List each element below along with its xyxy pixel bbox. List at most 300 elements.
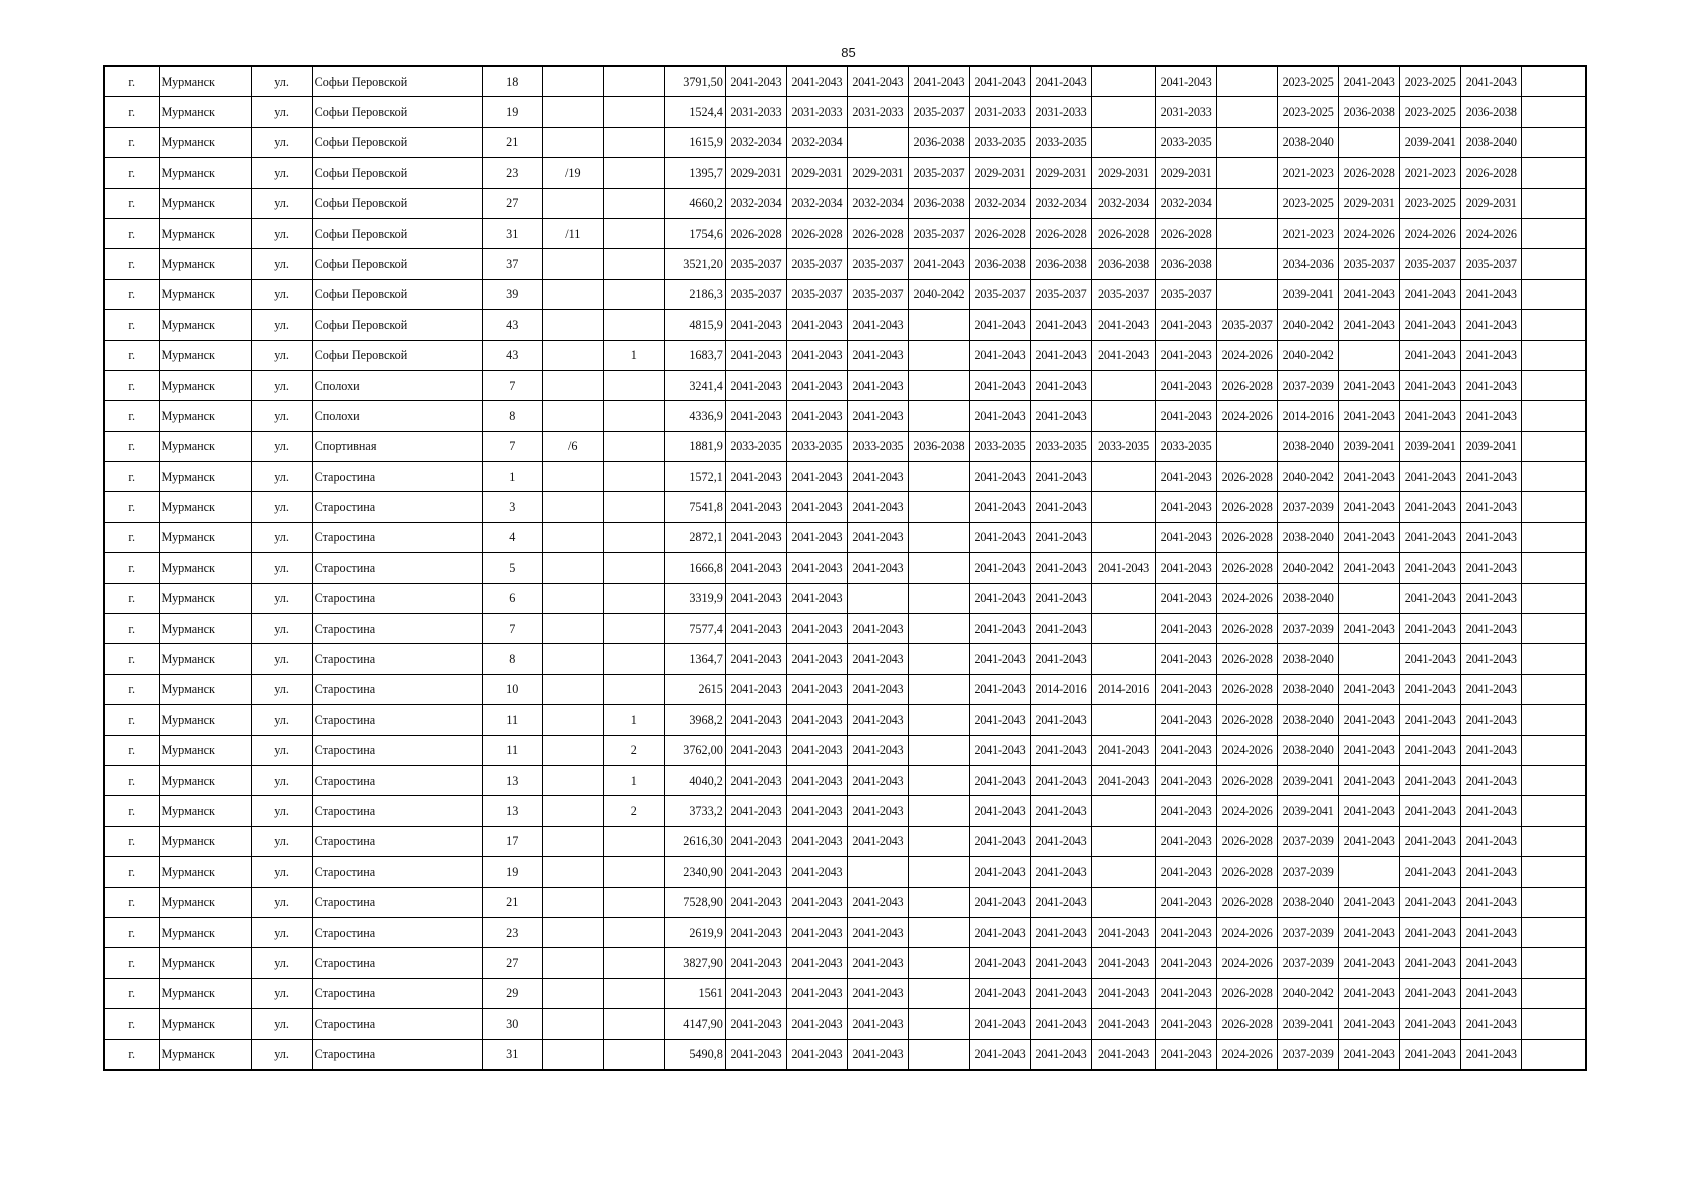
cell-fraction [542,796,603,826]
cell-p14 [1522,401,1586,431]
cell-street: Софьи Перовской [312,340,482,370]
cell-p8: 2029-2031 [1156,158,1217,188]
cell-p5: 2041-2043 [969,857,1030,887]
cell-city: Мурманск [159,614,251,644]
cell-house: 19 [482,857,542,887]
cell-p3: 2041-2043 [847,310,908,340]
cell-p14 [1522,887,1586,917]
cell-house: 3 [482,492,542,522]
cell-p7: 2035-2037 [1092,279,1156,309]
cell-p11: 2041-2043 [1339,614,1400,644]
cell-p13: 2041-2043 [1461,310,1522,340]
cell-street-type: ул. [251,97,312,127]
cell-house: 4 [482,522,542,552]
cell-p1: 2041-2043 [725,887,786,917]
cell-street: Софьи Перовской [312,279,482,309]
cell-p8: 2035-2037 [1156,279,1217,309]
cell-p7: 2041-2043 [1092,310,1156,340]
cell-p4 [908,1009,969,1039]
cell-city: Мурманск [159,97,251,127]
cell-street: Софьи Перовской [312,188,482,218]
cell-p5: 2041-2043 [969,1009,1030,1039]
cell-building [603,218,664,248]
cell-p11: 2029-2031 [1339,188,1400,218]
cell-p7 [1092,826,1156,856]
cell-city: Мурманск [159,948,251,978]
cell-p10: 2038-2040 [1278,644,1339,674]
cell-city: Мурманск [159,492,251,522]
cell-p1: 2041-2043 [725,462,786,492]
cell-p9 [1217,279,1278,309]
cell-p3: 2031-2033 [847,97,908,127]
cell-p13: 2041-2043 [1461,948,1522,978]
cell-p13: 2035-2037 [1461,249,1522,279]
cell-fraction [542,66,603,97]
cell-p6: 2041-2043 [1031,978,1092,1008]
cell-p4 [908,917,969,947]
cell-fraction [542,765,603,795]
cell-house: 31 [482,218,542,248]
cell-fraction [542,1009,603,1039]
cell-street: Софьи Перовской [312,97,482,127]
cell-p3 [847,127,908,157]
cell-p14 [1522,462,1586,492]
cell-p14 [1522,492,1586,522]
cell-p14 [1522,1039,1586,1070]
cell-p14 [1522,735,1586,765]
cell-p3: 2026-2028 [847,218,908,248]
cell-p3: 2041-2043 [847,553,908,583]
cell-p8: 2041-2043 [1156,644,1217,674]
cell-p8: 2031-2033 [1156,97,1217,127]
cell-p12: 2041-2043 [1400,644,1461,674]
cell-p11: 2041-2043 [1339,310,1400,340]
cell-area: 7528,90 [664,887,725,917]
cell-p1: 2041-2043 [725,310,786,340]
cell-p4 [908,583,969,613]
cell-building [603,370,664,400]
cell-p1: 2029-2031 [725,158,786,188]
cell-settlement-type: г. [104,340,159,370]
cell-p5: 2041-2043 [969,462,1030,492]
cell-p10: 2038-2040 [1278,431,1339,461]
cell-p14 [1522,279,1586,309]
cell-p6: 2041-2043 [1031,765,1092,795]
cell-p1: 2035-2037 [725,249,786,279]
cell-settlement-type: г. [104,583,159,613]
cell-area: 2619,9 [664,917,725,947]
cell-p12: 2041-2043 [1400,614,1461,644]
cell-p5: 2041-2043 [969,614,1030,644]
cell-settlement-type: г. [104,66,159,97]
cell-area: 3762,00 [664,735,725,765]
cell-p9: 2026-2028 [1217,674,1278,704]
cell-p3: 2041-2043 [847,644,908,674]
cell-p9: 2026-2028 [1217,553,1278,583]
cell-p7 [1092,583,1156,613]
cell-p7 [1092,614,1156,644]
cell-p5: 2041-2043 [969,370,1030,400]
cell-p14 [1522,127,1586,157]
cell-p14 [1522,522,1586,552]
cell-p6: 2041-2043 [1031,796,1092,826]
cell-p2: 2041-2043 [786,735,847,765]
cell-p9: 2024-2026 [1217,340,1278,370]
cell-house: 18 [482,66,542,97]
cell-street: Софьи Перовской [312,218,482,248]
cell-p12: 2041-2043 [1400,462,1461,492]
cell-p7: 2032-2034 [1092,188,1156,218]
cell-p13: 2041-2043 [1461,796,1522,826]
cell-street-type: ул. [251,462,312,492]
cell-street: Старостина [312,887,482,917]
cell-p6: 2041-2043 [1031,66,1092,97]
cell-city: Мурманск [159,370,251,400]
cell-p8: 2041-2043 [1156,310,1217,340]
cell-p7 [1092,66,1156,97]
cell-house: 7 [482,431,542,461]
table-row [104,1039,1586,1070]
cell-p11: 2041-2043 [1339,279,1400,309]
cell-p8: 2041-2043 [1156,978,1217,1008]
table-row [104,644,1586,674]
cell-p12: 2041-2043 [1400,948,1461,978]
cell-p10: 2021-2023 [1278,218,1339,248]
cell-p13: 2026-2028 [1461,158,1522,188]
cell-p3: 2041-2043 [847,1039,908,1070]
cell-p5: 2041-2043 [969,674,1030,704]
cell-area: 2872,1 [664,522,725,552]
table-row [104,370,1586,400]
cell-building [603,522,664,552]
cell-p6: 2033-2035 [1031,431,1092,461]
cell-p3: 2041-2043 [847,948,908,978]
cell-street-type: ул. [251,583,312,613]
cell-p4: 2041-2043 [908,249,969,279]
cell-city: Мурманск [159,66,251,97]
cell-street: Старостина [312,705,482,735]
table-row [104,218,1586,248]
cell-fraction [542,492,603,522]
cell-city: Мурманск [159,583,251,613]
cell-street: Старостина [312,553,482,583]
cell-settlement-type: г. [104,1009,159,1039]
cell-p11 [1339,583,1400,613]
cell-fraction [542,249,603,279]
cell-fraction: /11 [542,218,603,248]
cell-area: 4040,2 [664,765,725,795]
cell-p3: 2041-2043 [847,978,908,1008]
cell-p9: 2026-2028 [1217,492,1278,522]
cell-p5: 2032-2034 [969,188,1030,218]
cell-p3: 2041-2043 [847,674,908,704]
cell-settlement-type: г. [104,705,159,735]
cell-p10: 2038-2040 [1278,887,1339,917]
cell-street-type: ул. [251,1009,312,1039]
cell-p6: 2041-2043 [1031,735,1092,765]
cell-city: Мурманск [159,796,251,826]
cell-p14 [1522,66,1586,97]
cell-street: Старостина [312,583,482,613]
cell-p11: 2041-2043 [1339,66,1400,97]
cell-p9: 2026-2028 [1217,765,1278,795]
cell-p6: 2041-2043 [1031,1039,1092,1070]
cell-p1: 2041-2043 [725,644,786,674]
cell-building [603,826,664,856]
cell-p14 [1522,431,1586,461]
cell-building [603,401,664,431]
cell-area: 1683,7 [664,340,725,370]
cell-p12: 2041-2043 [1400,735,1461,765]
cell-p12: 2041-2043 [1400,1009,1461,1039]
cell-p7: 2036-2038 [1092,249,1156,279]
cell-p2: 2029-2031 [786,158,847,188]
cell-p10: 2040-2042 [1278,340,1339,370]
cell-street: Старостина [312,826,482,856]
cell-city: Мурманск [159,158,251,188]
cell-street-type: ул. [251,948,312,978]
cell-p10: 2037-2039 [1278,492,1339,522]
table-row [104,279,1586,309]
cell-settlement-type: г. [104,431,159,461]
cell-p14 [1522,370,1586,400]
cell-p13: 2036-2038 [1461,97,1522,127]
cell-street-type: ул. [251,705,312,735]
cell-p8: 2041-2043 [1156,614,1217,644]
cell-p12: 2041-2043 [1400,310,1461,340]
cell-p2: 2041-2043 [786,1039,847,1070]
cell-p1: 2041-2043 [725,826,786,856]
cell-p3: 2041-2043 [847,401,908,431]
cell-p11: 2035-2037 [1339,249,1400,279]
cell-p5: 2041-2043 [969,340,1030,370]
cell-house: 43 [482,340,542,370]
cell-fraction [542,857,603,887]
cell-p13: 2041-2043 [1461,522,1522,552]
cell-p14 [1522,340,1586,370]
cell-p8: 2041-2043 [1156,1009,1217,1039]
cell-p4 [908,401,969,431]
cell-street: Старостина [312,674,482,704]
cell-p9: 2024-2026 [1217,948,1278,978]
cell-p11: 2041-2043 [1339,1009,1400,1039]
cell-p10: 2039-2041 [1278,1009,1339,1039]
cell-p6: 2041-2043 [1031,887,1092,917]
cell-area: 1881,9 [664,431,725,461]
cell-p5: 2041-2043 [969,887,1030,917]
cell-house: 13 [482,796,542,826]
cell-p9 [1217,97,1278,127]
cell-p11: 2041-2043 [1339,553,1400,583]
cell-area: 1666,8 [664,553,725,583]
table-row [104,583,1586,613]
cell-p6: 2041-2043 [1031,644,1092,674]
cell-p1: 2032-2034 [725,127,786,157]
cell-street: Софьи Перовской [312,249,482,279]
cell-city: Мурманск [159,674,251,704]
cell-p2: 2031-2033 [786,97,847,127]
cell-p11: 2041-2043 [1339,370,1400,400]
cell-p10: 2039-2041 [1278,796,1339,826]
cell-p13: 2041-2043 [1461,614,1522,644]
cell-street-type: ул. [251,1039,312,1070]
cell-p11: 2041-2043 [1339,705,1400,735]
cell-fraction [542,614,603,644]
cell-p5: 2033-2035 [969,127,1030,157]
cell-p2: 2041-2043 [786,370,847,400]
cell-area: 1754,6 [664,218,725,248]
cell-house: 5 [482,553,542,583]
cell-city: Мурманск [159,340,251,370]
cell-p14 [1522,1009,1586,1039]
cell-p11: 2026-2028 [1339,158,1400,188]
cell-p3: 2041-2043 [847,826,908,856]
cell-area: 1364,7 [664,644,725,674]
cell-p1: 2041-2043 [725,857,786,887]
cell-area: 3791,50 [664,66,725,97]
table-row [104,765,1586,795]
cell-p3: 2041-2043 [847,887,908,917]
cell-p4 [908,735,969,765]
cell-p4 [908,887,969,917]
cell-building [603,66,664,97]
cell-p5: 2041-2043 [969,66,1030,97]
cell-p6: 2041-2043 [1031,522,1092,552]
cell-city: Мурманск [159,644,251,674]
cell-p10: 2040-2042 [1278,553,1339,583]
cell-p4 [908,796,969,826]
cell-house: 39 [482,279,542,309]
table-row [104,1009,1586,1039]
cell-p2: 2041-2043 [786,826,847,856]
cell-p5: 2031-2033 [969,97,1030,127]
table-row [104,97,1586,127]
cell-p13: 2041-2043 [1461,887,1522,917]
cell-p5: 2041-2043 [969,735,1030,765]
cell-settlement-type: г. [104,857,159,887]
cell-street: Софьи Перовской [312,310,482,340]
cell-p11: 2041-2043 [1339,735,1400,765]
cell-fraction [542,279,603,309]
cell-p2: 2035-2037 [786,279,847,309]
cell-p6: 2041-2043 [1031,857,1092,887]
cell-street: Софьи Перовской [312,66,482,97]
cell-p9 [1217,431,1278,461]
cell-city: Мурманск [159,401,251,431]
cell-p4 [908,370,969,400]
cell-p7: 2029-2031 [1092,158,1156,188]
cell-p12: 2041-2043 [1400,917,1461,947]
cell-building: 1 [603,340,664,370]
cell-building [603,249,664,279]
cell-p14 [1522,310,1586,340]
cell-p10: 2038-2040 [1278,127,1339,157]
cell-p6: 2014-2016 [1031,674,1092,704]
cell-p13: 2041-2043 [1461,340,1522,370]
cell-settlement-type: г. [104,735,159,765]
cell-fraction [542,97,603,127]
cell-building [603,553,664,583]
cell-p2: 2041-2043 [786,340,847,370]
cell-building [603,462,664,492]
cell-p11: 2041-2043 [1339,887,1400,917]
cell-area: 2616,30 [664,826,725,856]
cell-p11: 2041-2043 [1339,826,1400,856]
cell-p4: 2041-2043 [908,66,969,97]
cell-p4 [908,614,969,644]
cell-city: Мурманск [159,1039,251,1070]
cell-p8: 2041-2043 [1156,674,1217,704]
cell-p10: 2039-2041 [1278,279,1339,309]
cell-street-type: ул. [251,522,312,552]
cell-city: Мурманск [159,188,251,218]
cell-p14 [1522,826,1586,856]
cell-p4 [908,978,969,1008]
cell-p2: 2041-2043 [786,948,847,978]
cell-p8: 2041-2043 [1156,948,1217,978]
cell-p5: 2041-2043 [969,948,1030,978]
cell-p7 [1092,97,1156,127]
cell-p12: 2041-2043 [1400,796,1461,826]
cell-street-type: ул. [251,66,312,97]
cell-house: 6 [482,583,542,613]
cell-p3: 2041-2043 [847,522,908,552]
cell-house: 1 [482,462,542,492]
cell-city: Мурманск [159,917,251,947]
cell-house: 13 [482,765,542,795]
cell-settlement-type: г. [104,1039,159,1070]
cell-p6: 2041-2043 [1031,614,1092,644]
cell-p1: 2041-2043 [725,583,786,613]
cell-city: Мурманск [159,826,251,856]
cell-p11: 2041-2043 [1339,401,1400,431]
cell-p12: 2039-2041 [1400,127,1461,157]
cell-p11 [1339,857,1400,887]
cell-p14 [1522,644,1586,674]
cell-house: 30 [482,1009,542,1039]
cell-city: Мурманск [159,249,251,279]
cell-p10: 2040-2042 [1278,310,1339,340]
cell-p8: 2041-2043 [1156,705,1217,735]
cell-p14 [1522,553,1586,583]
cell-p1: 2041-2043 [725,674,786,704]
table-row [104,188,1586,218]
cell-street: Старостина [312,644,482,674]
cell-settlement-type: г. [104,887,159,917]
cell-area: 1572,1 [664,462,725,492]
cell-p12: 2041-2043 [1400,401,1461,431]
cell-p3: 2035-2037 [847,249,908,279]
cell-p4 [908,674,969,704]
cell-p10: 2037-2039 [1278,1039,1339,1070]
cell-street-type: ул. [251,158,312,188]
cell-street: Спортивная [312,431,482,461]
cell-settlement-type: г. [104,401,159,431]
cell-street: Сполохи [312,401,482,431]
cell-p6: 2041-2043 [1031,826,1092,856]
table-row [104,127,1586,157]
cell-street-type: ул. [251,978,312,1008]
cell-p4: 2036-2038 [908,431,969,461]
cell-p3: 2041-2043 [847,614,908,644]
cell-p1: 2035-2037 [725,279,786,309]
cell-p5: 2041-2043 [969,1039,1030,1070]
cell-p1: 2031-2033 [725,97,786,127]
cell-p2: 2041-2043 [786,796,847,826]
cell-p3: 2041-2043 [847,1009,908,1039]
cell-p4 [908,522,969,552]
cell-p3 [847,857,908,887]
